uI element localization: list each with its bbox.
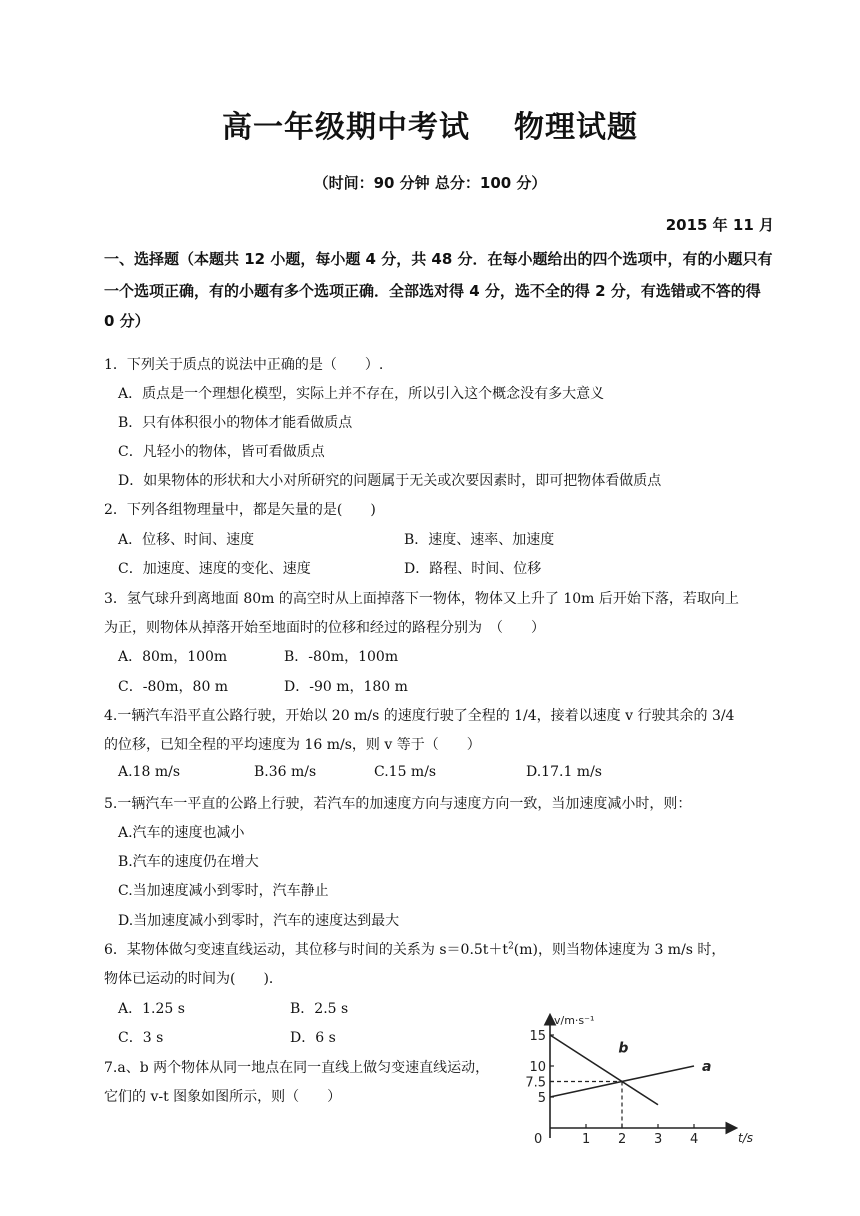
x-tick-label: 1	[582, 1132, 591, 1147]
q4-option-c: C.15 m/s	[374, 764, 437, 780]
q6-option-d: D．6 s	[290, 1030, 336, 1046]
section-instructions-line2: 一个选项正确，有的小题有多个选项正确．全部选对得 4 分，选不全的得 2 分，有选错或不答的得	[104, 282, 761, 300]
title-part2: 物理试题	[514, 110, 638, 145]
q6-option-a: A．1.25 s	[118, 1001, 185, 1017]
q7-stem-line2: 它们的 v-t 图象如图所示，则（ ）	[104, 1089, 342, 1105]
y-axis-label: v/m·s⁻¹	[554, 1014, 595, 1027]
exam-info: （时间：90 分钟 总分：100 分）	[313, 174, 547, 192]
page-title	[0, 102, 860, 146]
q3-option-c: C．-80m，80 m	[118, 679, 229, 695]
y-tick-label: 10	[529, 1060, 546, 1075]
q6-option-c: C．3 s	[118, 1030, 164, 1046]
q2-option-b: B．速度、速率、加速度	[404, 532, 555, 548]
vt-graph	[520, 1010, 770, 1150]
q3-option-d: D．-90 m，180 m	[284, 679, 408, 695]
q1-option-c: C．凡轻小的物体，皆可看做质点	[118, 444, 325, 460]
q3-stem-line2: 为正，则物体从掉落开始至地面时的位移和经过的路程分别为 （ ）	[104, 620, 545, 636]
q1-stem: 1．下列关于质点的说法中正确的是（ ）.	[104, 357, 384, 373]
q5-stem: 5.一辆汽车一平直的公路上行驶，若汽车的加速度方向与速度方向一致，当加速度减小时，则：	[104, 796, 692, 812]
x-tick-label: 4	[690, 1132, 699, 1147]
q7-stem-line1: 7.a、b 两个物体从同一地点在同一直线上做匀变速直线运动，	[104, 1060, 490, 1076]
y-tick-label: 15	[529, 1029, 546, 1044]
q4-option-b: B.36 m/s	[254, 764, 317, 780]
y-tick-label: 5	[537, 1091, 546, 1106]
x-tick-label: 3	[654, 1132, 663, 1147]
q4-option-a: A.18 m/s	[118, 764, 181, 780]
q5-option-c: C.当加速度减小到零时，汽车静止	[118, 883, 329, 899]
q5-option-b: B.汽车的速度仍在增大	[118, 854, 259, 870]
q3-option-b: B．-80m，100m	[284, 649, 399, 665]
q4-option-d: D.17.1 m/s	[526, 764, 602, 780]
q1-option-a: A．质点是一个理想化模型，实际上并不存在，所以引入这个概念没有多大意义	[118, 386, 605, 402]
q2-stem: 2．下列各组物理量中，都是矢量的是( )	[104, 502, 376, 518]
q3-stem-line1: 3．氢气球升到离地面 80m 的高空时从上面掉落下一物体，物体又上升了 10m 后开始下落，若取向上	[104, 591, 739, 607]
series-b-label: b	[618, 1040, 629, 1057]
q2-option-a: A．位移、时间、速度	[118, 532, 255, 548]
q1-option-b: B．只有体积很小的物体才能看做质点	[118, 415, 353, 431]
q6-stem-line1	[104, 939, 725, 959]
q2-option-c: C．加速度、速度的变化、速度	[118, 561, 311, 577]
q4-stem-line1: 4.一辆汽车沿平直公路行驶，开始以 20 m/s 的速度行驶了全程的 1/4，接着以速度 v 行驶其余的 3/4	[104, 708, 735, 724]
section-instructions-line3: 0 分）	[104, 312, 150, 330]
q1-option-d: D．如果物体的形状和大小对所研究的问题属于无关或次要因素时，即可把物体看做质点	[118, 473, 662, 489]
x-axis-label: t/s	[738, 1131, 753, 1145]
q3-option-a: A．80m，100m	[118, 649, 228, 665]
q6-stem-line2: 物体已运动的时间为( )．	[104, 971, 283, 987]
q6-stem-part2: (m)，则当物体速度为 3 m/s 时，	[513, 942, 726, 958]
q6-stem-part1: 6．某物体做匀变速直线运动，其位移与时间的关系为 s＝0.5t＋t	[104, 942, 509, 958]
exam-date: 2015 年 11 月	[665, 216, 774, 234]
q5-option-d: D.当加速度减小到零时，汽车的速度达到最大	[118, 913, 400, 929]
q6-option-b: B．2.5 s	[290, 1001, 349, 1017]
q5-option-a: A.汽车的速度也减小	[118, 825, 245, 841]
q2-option-d: D．路程、时间、位移	[404, 561, 542, 577]
q6-superscript: 2	[508, 941, 514, 952]
section-instructions-line1: 一、选择题（本题共 12 小题，每小题 4 分，共 48 分．在每小题给出的四个选项中，有的小题只有	[104, 250, 773, 268]
x-tick-label: 0	[534, 1132, 543, 1147]
q4-stem-line2: 的位移，已知全程的平均速度为 16 m/s，则 v 等于（ ）	[104, 737, 481, 753]
series-a-label: a	[702, 1059, 712, 1075]
y-tick-label: 7.5	[525, 1075, 546, 1091]
x-tick-label: 2	[618, 1132, 627, 1147]
title-part1: 高一年级期中考试	[222, 110, 470, 145]
